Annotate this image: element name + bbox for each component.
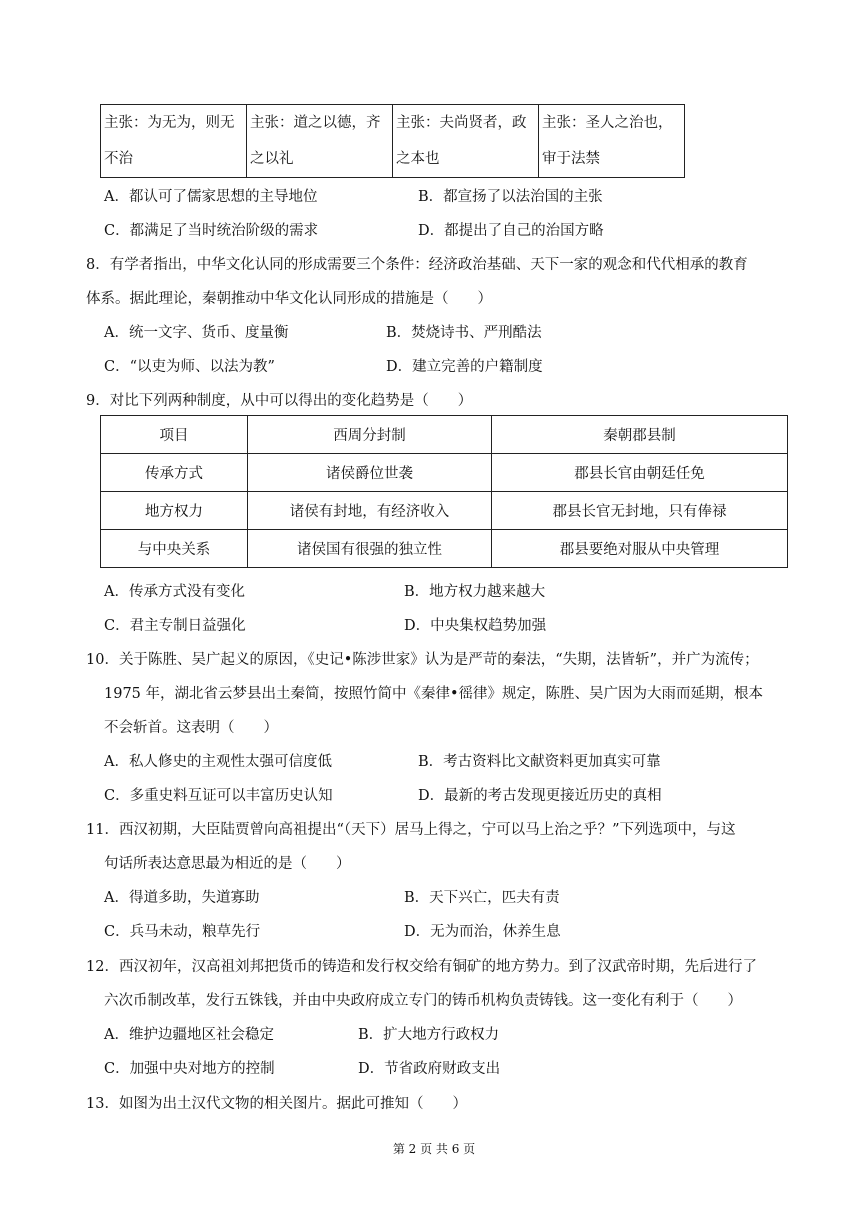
q10-stem-line3: 不会斩首。这表明（ ） xyxy=(104,720,278,736)
q9-option-a[interactable]: A．传承方式没有变化 xyxy=(104,584,245,600)
q8-option-b[interactable]: B．焚烧诗书、严刑酷法 xyxy=(386,325,542,341)
table-cell: 郡县要绝对服从中央管理 xyxy=(492,530,788,568)
table-cell: 诸侯爵位世袭 xyxy=(248,454,492,492)
q10-option-b[interactable]: B．考古资料比文献资料更加真实可靠 xyxy=(418,754,661,770)
q11-stem-line1: 11．西汉初期，大臣陆贾曾向高祖提出“（天下）居马上得之，宁可以马上治之乎？”下列选项中，与这 xyxy=(86,822,736,838)
q7-option-b[interactable]: B．都宣扬了以法治国的主张 xyxy=(418,189,603,205)
q13-stem: 13．如图为出土汉代文物的相关图片。据此可推知（ ） xyxy=(86,1096,467,1112)
q10-stem-line1: 10．关于陈胜、吴广起义的原因，《史记•陈涉世家》认为是严苛的秦法，“失期，法皆斩”，并广为流传； xyxy=(86,652,759,668)
table-header-row xyxy=(101,416,788,454)
q9-option-d[interactable]: D．中央集权趋势加强 xyxy=(404,618,547,634)
q10-option-c[interactable]: C．多重史料互证可以丰富历史认知 xyxy=(104,788,333,804)
system-comparison-table xyxy=(100,415,788,568)
policy-cell-4: 主张：圣人之治也，审于法禁 xyxy=(539,105,685,178)
q11-stem-line2: 句话所表达意思最为相近的是（ ） xyxy=(104,856,351,872)
table-row xyxy=(101,492,788,530)
q9-stem: 9．对比下列两种制度，从中可以得出的变化趋势是（ ） xyxy=(86,393,473,409)
table-cell: 诸侯国有很强的独立性 xyxy=(248,530,492,568)
table-cell: 郡县长官无封地，只有俸禄 xyxy=(492,492,788,530)
policy-cell-1: 主张：为无为，则无不治 xyxy=(101,105,247,178)
q7-option-c[interactable]: C．都满足了当时统治阶级的需求 xyxy=(104,223,319,239)
q12-stem-line1: 12．西汉初年，汉高祖刘邦把货币的铸造和发行权交给有铜矿的地方势力。到了汉武帝时期，先后进行了 xyxy=(86,959,757,975)
q12-stem-line2: 六次币制改革，发行五铢钱，并由中央政府成立专门的铸币机构负责铸钱。这一变化有利于（ ） xyxy=(104,993,742,1009)
q8-option-c[interactable]: C．“以吏为师、以法为教” xyxy=(104,359,275,375)
policy-cell-2: 主张：道之以德，齐之以礼 xyxy=(247,105,393,178)
q8-stem-line1: 8．有学者指出，中华文化认同的形成需要三个条件：经济政治基础、天下一家的观念和代代相承的教育 xyxy=(86,257,748,273)
q10-option-d[interactable]: D．最新的考古发现更接近历史的真相 xyxy=(418,788,662,804)
q7-option-a[interactable]: A．都认可了儒家思想的主导地位 xyxy=(104,189,318,205)
table-cell: 地方权力 xyxy=(101,492,248,530)
q11-option-a[interactable]: A．得道多助，失道寡助 xyxy=(104,890,260,906)
q10-option-a[interactable]: A．私人修史的主观性太强可信度低 xyxy=(104,754,332,770)
table-cell: 郡县长官由朝廷任免 xyxy=(492,454,788,492)
q12-option-a[interactable]: A．维护边疆地区社会稳定 xyxy=(104,1027,274,1043)
q11-option-b[interactable]: B．天下兴亡，匹夫有责 xyxy=(404,890,560,906)
q10-stem-line2: 1975 年，湖北省云梦县出土秦简，按照竹简中《秦律•徭律》规定，陈胜、吴广因为大雨而延期，根本 xyxy=(104,686,764,702)
q7-option-d[interactable]: D．都提出了自己的治国方略 xyxy=(418,223,604,239)
q11-option-c[interactable]: C．兵马未动，粮草先行 xyxy=(104,924,261,940)
table-header-cell: 西周分封制 xyxy=(248,416,492,454)
q9-option-b[interactable]: B．地方权力越来越大 xyxy=(404,584,546,600)
q8-option-a[interactable]: A．统一文字、货币、度量衡 xyxy=(104,325,289,341)
table-row xyxy=(101,454,788,492)
q12-option-b[interactable]: B．扩大地方行政权力 xyxy=(358,1027,500,1043)
policy-cell-3: 主张：夫尚贤者，政之本也 xyxy=(393,105,539,178)
q8-stem-line2: 体系。据此理论，秦朝推动中华文化认同形成的措施是（ ） xyxy=(86,291,492,307)
table-header-cell: 项目 xyxy=(101,416,248,454)
policy-table xyxy=(100,104,685,178)
table-cell: 与中央关系 xyxy=(101,530,248,568)
q8-option-d[interactable]: D．建立完善的户籍制度 xyxy=(386,359,543,375)
q12-option-d[interactable]: D．节省政府财政支出 xyxy=(358,1061,501,1077)
table-header-cell: 秦朝郡县制 xyxy=(492,416,788,454)
table-row xyxy=(101,530,788,568)
page-footer: 第 2 页 共 6 页 xyxy=(392,1142,476,1156)
table-cell: 诸侯有封地，有经济收入 xyxy=(248,492,492,530)
q11-option-d[interactable]: D．无为而治，休养生息 xyxy=(404,924,561,940)
q9-option-c[interactable]: C．君主专制日益强化 xyxy=(104,618,246,634)
q12-option-c[interactable]: C．加强中央对地方的控制 xyxy=(104,1061,275,1077)
table-cell: 传承方式 xyxy=(101,454,248,492)
